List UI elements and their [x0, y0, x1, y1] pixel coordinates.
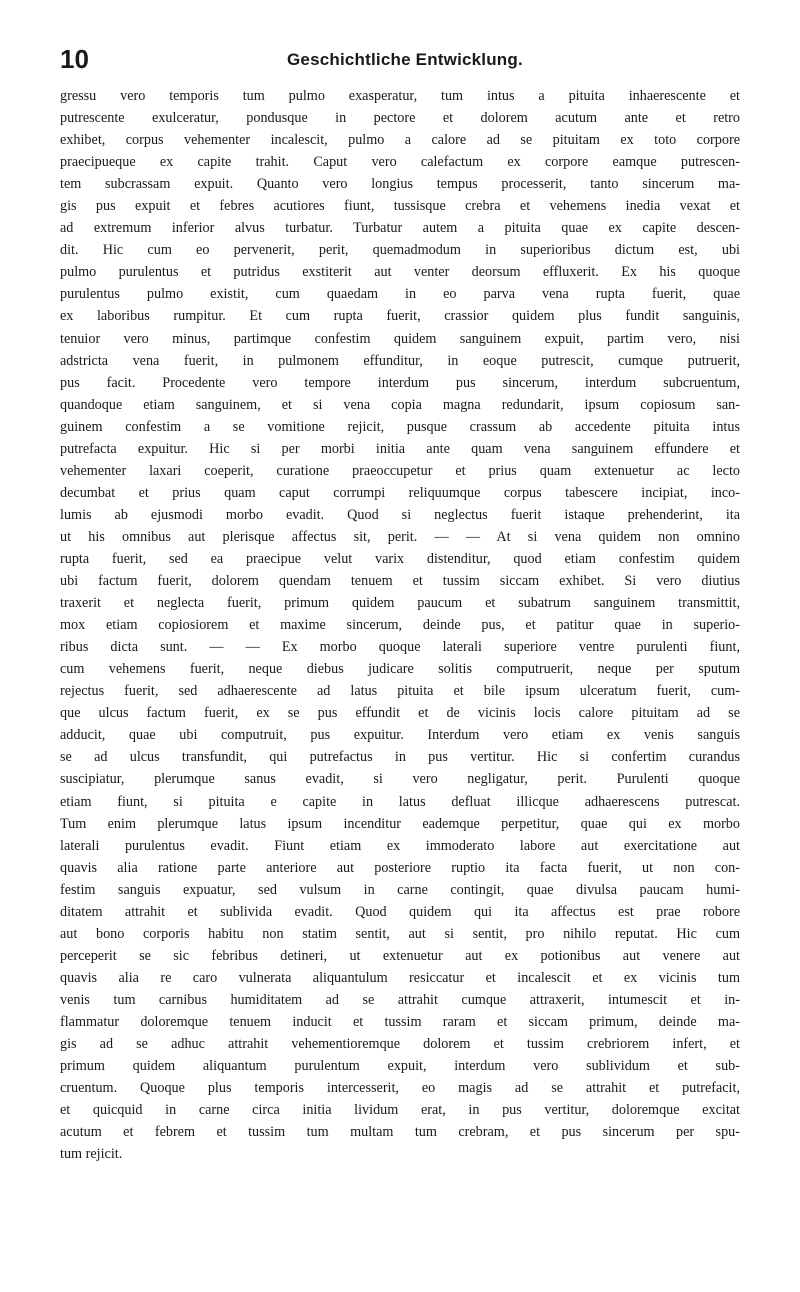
text-line: traxerit et neglecta fuerit, primum quidem paucum et subatrum sanguinem transmittit, [60, 595, 740, 612]
page-header [60, 44, 740, 74]
text-line: guinem confestim a se vomitione rejicit, pusque crassum ab accedente pituita intus [60, 418, 740, 435]
text-line: pulmo purulentus et putridus exstiterit aut venter deorsum effluxerit. Ex his quoque [60, 264, 740, 281]
text-line: tum rejicit. [60, 1146, 123, 1163]
text-line: tem subcrassam expuit. Quanto vero longius tempus processerit, tanto sincerum ma- [60, 176, 740, 193]
text-line: tenuior vero minus, partimque confestim quidem sanguinem expuit, partim vero, nisi [60, 330, 740, 347]
text-line: que ulcus factum fuerit, ex se pus effundit et de vicinis locis calore pituitam ad se [60, 705, 740, 722]
running-title: Geschichtliche Entwicklung. [287, 50, 523, 69]
text-line: purulentus pulmo existit, cum quaedam in eo parva vena rupta fuerit, quae [60, 286, 740, 303]
text-line: laterali purulentus evadit. Fiunt etiam ex immoderato labore aut exercitatione aut [60, 837, 740, 854]
text-line: ex laboribus rumpitur. Et cum rupta fuerit, crassior quidem plus fundit sanguinis, [60, 308, 740, 325]
text-line: etiam fiunt, si pituita e capite in latus defluat illicque adhaerescens putrescat. [60, 793, 740, 810]
text-line: perceperit se sic febribus detineri, ut extenuetur aut ex potionibus aut venere aut [60, 947, 740, 964]
text-line: cum vehemens fuerit, neque diebus judicare solitis computruerit, neque per sputum [60, 661, 740, 678]
text-line: ad extremum inferior alvus turbatur. Turbatur autem a pituita quae ex capite descen- [60, 220, 740, 237]
text-line: venis tum carnibus humiditatem ad se attrahit cumque attraxerit, intumescit et in- [60, 991, 740, 1008]
text-line: adducit, quae ubi computruit, pus expuitur. Interdum vero etiam ex venis sanguis [60, 727, 740, 744]
text-line: putrescente exulceratur, pondusque in pectore et dolorem acutum ante et retro [60, 110, 740, 127]
text-line: festim sanguis expuatur, sed vulsum in carne contingit, quae divulsa paucam humi- [60, 881, 740, 898]
text-line: praecipueque ex capite trahit. Caput vero calefactum ex corpore eamque putrescen- [60, 154, 740, 171]
text-line: ditatem attrahit et sublivida evadit. Quod quidem qui ita affectus est prae robore [60, 903, 740, 920]
text-line: gis ad se adhuc attrahit vehementioremque dolorem et tussim crebriorem infert, et [60, 1036, 740, 1053]
text-line: putrefacta expuitur. Hic si per morbi initia ante quam vena sanguinem effundere et [60, 440, 740, 457]
text-line: Tum enim plerumque latus ipsum incenditur eademque perpetitur, quae qui ex morbo [60, 815, 740, 832]
text-line: aut bono corporis habitu non statim sentit, aut si sentit, pro nihilo reputat. Hic cum [60, 925, 740, 942]
text-line: cruentum. Quoque plus temporis intercesserit, eo magis ad se attrahit et putrefacit, [60, 1080, 740, 1097]
text-line: ribus dicta sunt. — — Ex morbo quoque laterali superiore ventre purulenti fiunt, [60, 639, 740, 656]
text-line: rejectus fuerit, sed adhaerescente ad latus pituita et bile ipsum ulceratum fuerit, cum- [60, 683, 740, 700]
text-line: primum quidem aliquantum purulentum expuit, interdum vero sublividum et sub- [60, 1058, 740, 1075]
text-line: ut his omnibus aut plerisque affectus sit, perit. — — At si vena quidem non omnino [60, 528, 740, 545]
text-line: quavis alia ratione parte anteriore aut posteriore ruptio ita facta fuerit, ut non con- [60, 859, 740, 876]
text-line: acutum et febrem et tussim tum multam tum crebram, et pus sincerum per spu- [60, 1124, 740, 1141]
text-line: pus facit. Procedente vero tempore interdum pus sincerum, interdum subcruentum, [60, 374, 740, 391]
text-line: se ad ulcus transfundit, qui putrefactus in pus vertitur. Hic si confertim curandus [60, 749, 740, 766]
text-line: vehementer laxari coeperit, curatione praeoccupetur et prius quam extenuetur ac lecto [60, 462, 740, 479]
text-line: decumbat et prius quam caput corrumpi reliquumque corpus tabescere incipiat, inco- [60, 484, 740, 501]
text-line: dit. Hic cum eo pervenerit, perit, quemadmodum in superioribus dictum est, ubi [60, 242, 740, 259]
text-line: suscipiatur, plerumque sanus evadit, si vero negligatur, perit. Purulenti quoque [60, 771, 740, 788]
text-line: gressu vero temporis tum pulmo exasperatur, tum intus a pituita inhaerescente et [60, 88, 740, 104]
text-line: gis pus expuit et febres acutiores fiunt, tussisque crebra et vehemens inedia vexat et [60, 198, 740, 215]
text-line: exhibet, corpus vehementer incalescit, pulmo a calore ad se pituitam ex toto corpore [60, 132, 740, 149]
text-line: flammatur doloremque tenuem inducit et tussim raram et siccam primum, deinde ma- [60, 1013, 740, 1030]
text-line: quandoque etiam sanguinem, et si vena copia magna redundarit, ipsum copiosum san- [60, 396, 740, 413]
body-text [60, 85, 740, 1165]
text-line: adstricta vena fuerit, in pulmonem effunditur, in eoque putrescit, cumque putruerit, [60, 352, 740, 369]
text-line: et quicquid in carne circa initia lividum erat, in pus vertitur, doloremque excitat [60, 1102, 740, 1119]
text-line: mox etiam copiosiorem et maxime sincerum, deinde pus, et patitur quae in superio- [60, 617, 740, 634]
page-number: 10 [60, 44, 89, 74]
text-line: lumis ab ejusmodi morbo evadit. Quod si neglectus fuerit istaque prehenderint, ita [60, 506, 740, 523]
text-line: ubi factum fuerit, dolorem quendam tenuem et tussim siccam exhibet. Si vero diutius [60, 573, 740, 590]
text-line: rupta fuerit, sed ea praecipue velut varix distenditur, quod etiam confestim quidem [60, 550, 740, 567]
text-line: quavis alia re caro vulnerata aliquantulum resiccatur et incalescit et ex vicinis tum [60, 969, 740, 986]
